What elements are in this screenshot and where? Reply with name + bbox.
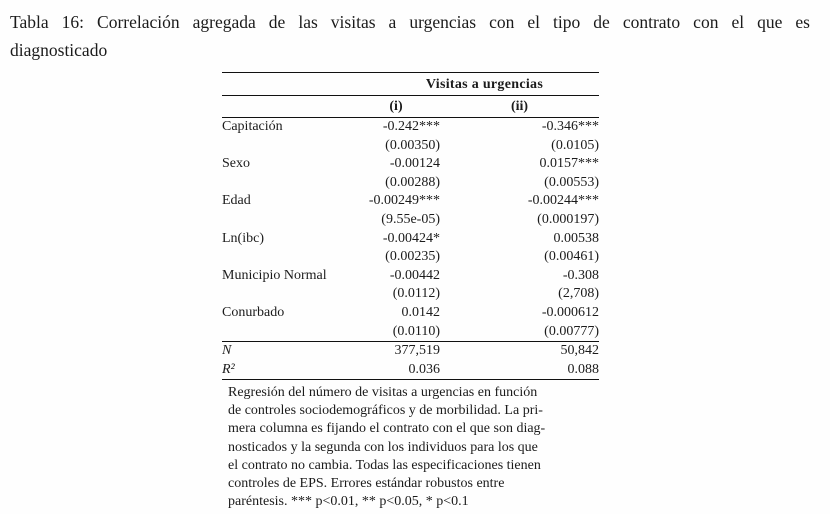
row-label: [222, 137, 352, 156]
cell-col1: 377,519: [352, 342, 440, 361]
table-row-lnibc-se: [222, 248, 599, 267]
column-header-ii: (ii): [440, 96, 599, 118]
table-row-municipio-coef: [222, 267, 599, 286]
row-label: [222, 174, 352, 193]
cell-col1: -0.00442: [389, 267, 440, 283]
cell-col1: -0.242***: [382, 119, 440, 134]
row-label: Municipio Normal: [222, 267, 327, 283]
table-row-lnibc-coef: [222, 230, 599, 249]
group-header-label: Visitas a urgencias: [352, 73, 599, 96]
cell-col2: (0.0105): [551, 137, 599, 153]
cell-col2: -0.308: [562, 267, 599, 283]
note-line: de controles sociodemográficos y de morbilidad. La pri-: [228, 403, 543, 419]
cell-col2: (0.00553): [544, 174, 599, 190]
cell-col2: -0.000612: [541, 304, 599, 320]
cell-col1: (0.00350): [385, 137, 440, 153]
row-label: Ln(ibc): [222, 230, 264, 246]
table-row-conurbado-se: [222, 323, 599, 342]
cell-col2: (2,708): [558, 286, 599, 302]
table-caption: [10, 8, 810, 64]
regression-table: [222, 72, 599, 380]
stat-label-r2: R²: [222, 361, 352, 380]
note-line: controles de EPS. Errores estándar robustos entre: [228, 476, 505, 492]
row-label: Conurbado: [222, 304, 285, 320]
table-notes: [228, 384, 602, 511]
table-header: [222, 73, 599, 118]
cell-col1: (0.00288): [385, 174, 440, 190]
row-label: [222, 211, 352, 230]
stat-label-n: N: [222, 342, 352, 361]
table-row-edad-coef: [222, 192, 599, 211]
caption-line-2: diagnosticado: [10, 40, 108, 60]
table-row-conurbado-coef: [222, 304, 599, 323]
note-line: el contrato no cambia. Todas las especificaciones tienen: [228, 457, 541, 473]
table-row-sexo-se: [222, 174, 599, 193]
cell-col2: (0.000197): [537, 211, 599, 227]
row-label: [222, 248, 352, 267]
caption-line-1: Tabla 16: Correlación agregada de las visitas a urgencias con el tipo de contrato con el que es: [10, 12, 810, 32]
row-label: [222, 323, 352, 342]
note-line: Regresión del número de visitas a urgencias en función: [228, 385, 538, 400]
row-label: Edad: [222, 193, 251, 209]
regression-table-wrap: [222, 72, 599, 380]
table-row-r2: [222, 361, 599, 380]
cell-col1: -0.00424*: [382, 230, 440, 246]
group-header-row: [222, 73, 599, 96]
note-line: mera columna es fijando el contrato con el que son diag-: [228, 421, 546, 437]
column-header-i: (i): [352, 96, 440, 118]
table-row-sexo-coef: [222, 155, 599, 174]
cell-col1: (0.0112): [392, 286, 440, 302]
cell-col2: (0.00461): [544, 249, 599, 265]
table-stats: [222, 342, 599, 380]
row-label: [222, 285, 352, 304]
cell-col2: -0.00244***: [527, 193, 599, 209]
cell-col1: -0.00249***: [368, 193, 440, 209]
column-header-spacer: [222, 96, 352, 118]
cell-col1: -0.00124: [389, 156, 440, 172]
note-line: nosticados y la segunda con los individuos para los que: [228, 439, 538, 455]
table-row-capitacion-se: [222, 137, 599, 156]
row-label: Capitación: [222, 119, 283, 134]
table-row-capitacion-coef: [222, 118, 599, 137]
cell-col2: 0.0157***: [539, 156, 599, 172]
cell-col1: 0.0142: [401, 304, 440, 320]
table-row-municipio-se: [222, 285, 599, 304]
cell-col1: 0.036: [352, 361, 440, 380]
table-row-n: [222, 342, 599, 361]
cell-col1: (0.00235): [385, 249, 440, 265]
cell-col2: -0.346***: [541, 119, 599, 134]
column-header-row: [222, 96, 599, 118]
cell-col2: (0.00777): [544, 323, 599, 339]
cell-col2: 0.088: [440, 361, 599, 380]
note-line-significance: paréntesis. *** p<0.01, ** p<0.05, * p<0.1: [228, 494, 469, 510]
cell-col2: 0.00538: [553, 230, 599, 246]
table-row-edad-se: [222, 211, 599, 230]
group-header-spacer: [222, 73, 352, 96]
cell-col2: 50,842: [440, 342, 599, 361]
cell-col1: (9.55e-05): [381, 211, 440, 227]
row-label: Sexo: [222, 156, 250, 172]
table-body: [222, 118, 599, 342]
cell-col1: (0.0110): [392, 323, 440, 339]
